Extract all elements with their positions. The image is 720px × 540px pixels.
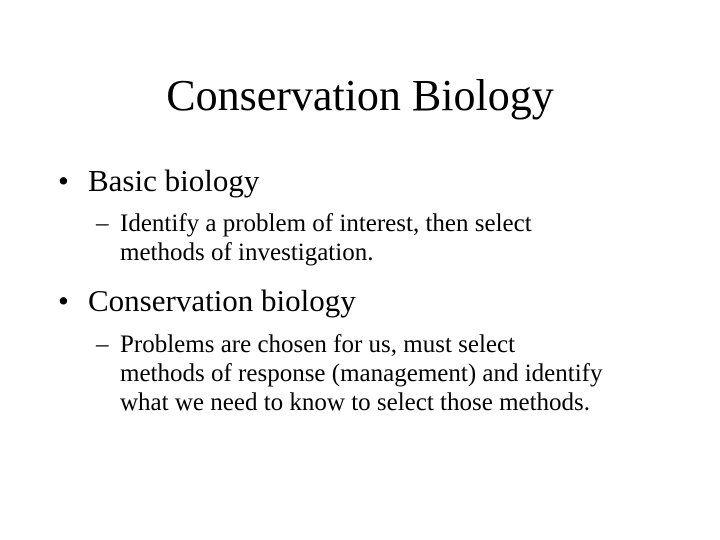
bullet-conservation-biology (58, 283, 356, 319)
sub-bullet-basic-biology (96, 209, 656, 267)
bullet-marker: • (58, 283, 69, 318)
bullet-basic-biology (58, 163, 259, 199)
sub-bullet-conservation-biology (96, 330, 696, 417)
sub-bullet-text: Identify a problem of interest, then select methods of investigation. (120, 210, 532, 266)
bullet-heading: Basic biology (88, 163, 260, 198)
sub-bullet-marker: – (96, 331, 109, 358)
sub-bullet-text: Problems are chosen for us, must select methods of response (management) and identify what we need to know to select those methods. (120, 331, 603, 416)
bullet-marker: • (58, 163, 69, 198)
bullet-heading: Conservation biology (88, 283, 356, 318)
slide-title: Conservation Biology (166, 71, 554, 120)
sub-bullet-marker: – (96, 210, 109, 237)
